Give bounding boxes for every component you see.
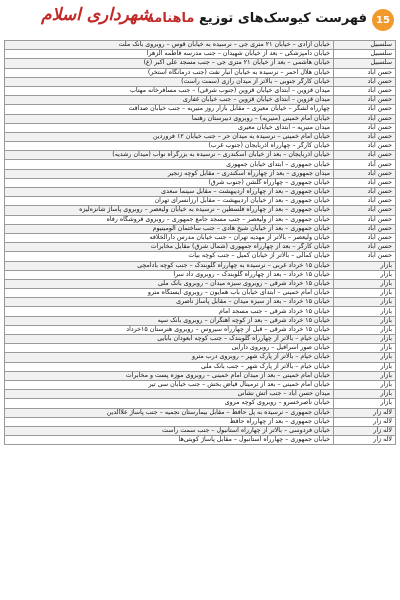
area-cell: لاله زار	[334, 426, 396, 435]
table-row	[5, 114, 396, 123]
address-cell: خیابان ۱۵ خرداد – بعد از چهارراه گلوبندک – روبروی داد سرا	[5, 270, 334, 279]
address-cell: خیابان جمهوری – بعد از چهارراه فلسطین – نرسیده به خیابان ولیعصر – روبروی پاساژ شانزه‌لیزه	[5, 206, 334, 215]
table-row	[5, 243, 396, 252]
address-cell: خیابان کمالی – بالاتر از خیابان کمیل – جنب کوچه بیات	[5, 252, 334, 261]
table-row	[5, 178, 396, 187]
table-row	[5, 335, 396, 344]
table-row	[5, 132, 396, 141]
area-cell: لاله زار	[334, 417, 396, 426]
address-cell: میدان حسن آباد – جنب آتش نشانی	[5, 390, 334, 399]
table-row	[5, 142, 396, 151]
table-row	[5, 96, 396, 105]
table-row	[5, 77, 396, 86]
area-cell: حسن آباد	[334, 160, 396, 169]
area-cell: حسن آباد	[334, 96, 396, 105]
area-cell: حسن آباد	[334, 142, 396, 151]
area-cell: سلسبیل	[334, 59, 396, 68]
kiosk-table-container	[4, 40, 396, 445]
address-cell: خیابان جمهوری – بعد از خیابان شیخ هادی – جنب ساختمان آلومینیوم	[5, 224, 334, 233]
area-cell: حسن آباد	[334, 233, 396, 242]
address-cell: خیابان هاشمی – بعد از خیابان ۲۱ متری جی – جنب مسجد علی اکبر (ع)	[5, 59, 334, 68]
table-row	[5, 270, 396, 279]
kiosk-table	[4, 40, 396, 445]
address-cell: خیابان خیام – بالاتر از پارک شهر – روبروی درب مترو	[5, 353, 334, 362]
table-row	[5, 123, 396, 132]
table-row	[5, 261, 396, 270]
address-cell: خیابان امام خمینی – نرسیده به میدان حر – جنب خیابان ۱۲ فروردین	[5, 132, 334, 141]
area-cell: حسن آباد	[334, 188, 396, 197]
area-cell: حسن آباد	[334, 215, 396, 224]
address-cell: خیابان امام خمینی – بعد از میدان امام خمینی – روبروی موزه پست و مخابرات	[5, 371, 334, 380]
area-cell: سلسبیل	[334, 41, 396, 50]
area-cell: بازار	[334, 399, 396, 408]
area-cell: حسن آباد	[334, 252, 396, 261]
area-cell: حسن آباد	[334, 114, 396, 123]
page-header	[0, 0, 400, 40]
area-cell: بازار	[334, 316, 396, 325]
area-cell: حسن آباد	[334, 224, 396, 233]
page-number-badge: 15	[372, 9, 394, 31]
table-row	[5, 307, 396, 316]
address-cell: خیابان ۱۵ خرداد شرقی – روبروی سبزه میدان – روبروی بانک ملی	[5, 279, 334, 288]
address-cell: خیابان خیام – بالاتر از پارک شهر – جنب بانک ملی	[5, 362, 334, 371]
address-cell: خیابان کارگر جنوبی – بالاتر از میدان رازی (سمت راست)	[5, 77, 334, 86]
title-main: فهرست کیوسک‌های توزیع	[199, 11, 367, 26]
address-cell: خیابان جمهوری – بعد از چهارراه حافظ	[5, 417, 334, 426]
address-cell: خیابان جمهوری – چهارراه گلشن (جنوب شرق)	[5, 178, 334, 187]
address-cell: خیابان هلال احمر – نرسیده به خیابان انبار نفت (جنب درمانگاه استخر)	[5, 68, 334, 77]
table-row	[5, 399, 396, 408]
address-cell: خیابان ۱۵ خرداد غربی – نرسیده به چهارراه گلوبندک – جنب کوچه بادامچی	[5, 261, 334, 270]
address-cell: خیابان ۱۵ خرداد شرقی – جنب مسجد امام	[5, 307, 334, 316]
table-row	[5, 380, 396, 389]
address-cell: خیابان جمهوری – بعد از ولیعصر – جنب مسجد جامع جمهوری – روبروی فروشگاه رفاه	[5, 215, 334, 224]
magazine-logo: شهرداری اسلام	[41, 5, 152, 25]
table-row	[5, 160, 396, 169]
table-row	[5, 436, 396, 445]
table-row	[5, 50, 396, 59]
area-cell: حسن آباد	[334, 169, 396, 178]
area-cell: بازار	[334, 270, 396, 279]
address-cell: میدان قزوین – ابتدای خیابان قزوین (جنوب شرقی) – جنب مسافرخانه مهتاب	[5, 86, 334, 95]
address-cell: خیابان آزادی – خیابان ۲۱ متری جی – نرسیده به خیابان قوس – روبروی بانک ملت	[5, 41, 334, 50]
address-cell: خیابان ناصرخسرو – روبروی کوچه مروی	[5, 399, 334, 408]
area-cell: بازار	[334, 344, 396, 353]
address-cell: خیابان کارگر – چهارراه آذربایجان (جنوب غرب)	[5, 142, 334, 151]
area-cell: بازار	[334, 371, 396, 380]
table-row	[5, 426, 396, 435]
address-cell: خیابان جمهوری – چهارراه استانبول – مقابل پاساژ کویتی‌ها	[5, 436, 334, 445]
area-cell: حسن آباد	[334, 86, 396, 95]
area-cell: بازار	[334, 390, 396, 399]
address-cell: میدان منیریه – ابتدای خیابان معیری	[5, 123, 334, 132]
table-row	[5, 169, 396, 178]
area-cell: حسن آباد	[334, 151, 396, 160]
table-row	[5, 325, 396, 334]
table-row	[5, 390, 396, 399]
table-row	[5, 298, 396, 307]
area-cell: سلسبیل	[334, 50, 396, 59]
area-cell: بازار	[334, 289, 396, 298]
address-cell: خیابان ۱۵ خرداد شرقی – قبل از چهارراه سیروس – روبروی هنرستان ۱۵خرداد	[5, 325, 334, 334]
table-row	[5, 68, 396, 77]
address-cell: میدان قزوین – ابتدای خیابان قزوین – جنب خیابان غفاری	[5, 96, 334, 105]
address-cell: خیابان ۱۵ خرداد – بعد از سبزه میدان – مقابل پاساژ ناصری	[5, 298, 334, 307]
area-cell: حسن آباد	[334, 77, 396, 86]
table-row	[5, 233, 396, 242]
table-row	[5, 215, 396, 224]
address-cell: خیابان خیام – بالاتر از چهارراه گلوبندک – جنب کوچه آبعودان بابایی	[5, 335, 334, 344]
page-title	[146, 11, 367, 26]
kiosk-table-body	[5, 41, 396, 445]
area-cell: حسن آباد	[334, 178, 396, 187]
address-cell: خیابان آذربایجان – بعد از خیابان اسکندری – نرسیده به بزرگراه نواب (میدان رشدیه)	[5, 151, 334, 160]
address-cell: خیابان ولیعصر – بالاتر از مهدیه تهران – جنب خیابان مدرس دارالخلافه	[5, 233, 334, 242]
area-cell: حسن آباد	[334, 68, 396, 77]
table-row	[5, 224, 396, 233]
address-cell: خیابان امام خمینی – بعد از ترمینال فیاض بخش – جنب خیابان سی تیر	[5, 380, 334, 389]
area-cell: حسن آباد	[334, 105, 396, 114]
area-cell: حسن آباد	[334, 243, 396, 252]
area-cell: بازار	[334, 380, 396, 389]
address-cell: خیابان جمهوری – نرسیده به پل حافظ – مقابل بیمارستان نجمیه – جنب پاساژ علاالدین	[5, 408, 334, 417]
address-cell: خیابان جمهوری – ابتدای خیابان جمهوری	[5, 160, 334, 169]
table-row	[5, 289, 396, 298]
address-cell: خیابان امام خمینی – ابتدای خیابان باب همایون – روبروی ایستگاه مترو	[5, 289, 334, 298]
table-row	[5, 105, 396, 114]
area-cell: بازار	[334, 335, 396, 344]
address-cell: خیابان کارگر – بعد از چهارراه جمهوری (شمال شرق) مقابل مخابرات	[5, 243, 334, 252]
area-cell: حسن آباد	[334, 206, 396, 215]
table-row	[5, 417, 396, 426]
address-cell: چهارراه لشگر – خیابان معیری – مقابل بازار روز منیریه – جنب خیابان صداقت	[5, 105, 334, 114]
table-row	[5, 353, 396, 362]
address-cell: خیابان جمهوری – بعد از خیابان اردیبهشت – مقابل ارزانسرای تهران	[5, 197, 334, 206]
address-cell: خیابان ۱۵ خرداد شرقی – بعد از کوچه آهنگران – روبروی بانک سپه	[5, 316, 334, 325]
table-row	[5, 59, 396, 68]
table-row	[5, 206, 396, 215]
table-row	[5, 86, 396, 95]
area-cell: بازار	[334, 307, 396, 316]
table-row	[5, 41, 396, 50]
area-cell: بازار	[334, 362, 396, 371]
area-cell: بازار	[334, 279, 396, 288]
table-row	[5, 371, 396, 380]
area-cell: بازار	[334, 298, 396, 307]
address-cell: خیابان جمهوری – بعد از چهارراه اردیبهشت – مقابل سینما سعدی	[5, 188, 334, 197]
area-cell: حسن آباد	[334, 197, 396, 206]
address-cell: خیابان دامپزشکی – بعد از خیابان شهیدان – جنب مدرسه فاطمه الزهرا	[5, 50, 334, 59]
address-cell: خیابان امام خمینی (منیریه) – روبروی دبیرستان رهنما	[5, 114, 334, 123]
table-row	[5, 188, 396, 197]
table-row	[5, 151, 396, 160]
address-cell: خیابان فردوسی – بالاتر از چهارراه استانبول – جنب سمت راست	[5, 426, 334, 435]
table-row	[5, 316, 396, 325]
table-row	[5, 408, 396, 417]
area-cell: حسن آباد	[334, 132, 396, 141]
area-cell: لاله زار	[334, 408, 396, 417]
address-cell: خیابان صور اسرافیل – روبروی دارایی	[5, 344, 334, 353]
table-row	[5, 344, 396, 353]
title-accent: ماهنامه	[146, 11, 195, 26]
area-cell: حسن آباد	[334, 123, 396, 132]
table-row	[5, 362, 396, 371]
table-row	[5, 197, 396, 206]
area-cell: بازار	[334, 261, 396, 270]
address-cell: میدان جمهوری – بعد از چهارراه اسکندری – مقابل کوچه زنجیر	[5, 169, 334, 178]
area-cell: بازار	[334, 353, 396, 362]
area-cell: بازار	[334, 325, 396, 334]
table-row	[5, 279, 396, 288]
table-row	[5, 252, 396, 261]
area-cell: لاله زار	[334, 436, 396, 445]
